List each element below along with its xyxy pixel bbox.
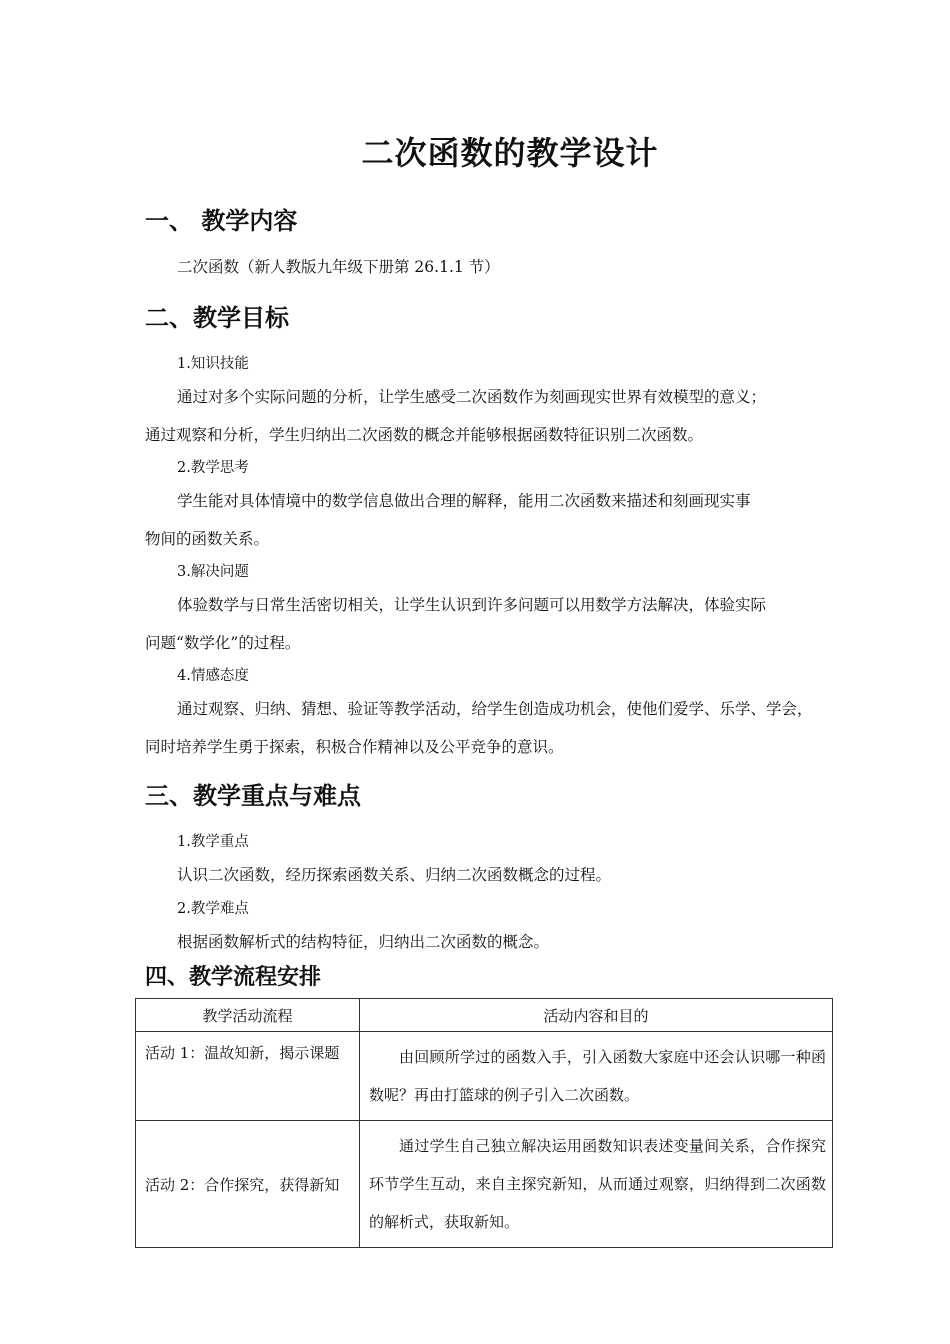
activity-cell: 活动 2：合作探究，获得新知 <box>136 1121 360 1248</box>
key-point-label: 2.教学难点 <box>177 901 249 917</box>
objective-label: 1.知识技能 <box>177 356 249 372</box>
activity-cell: 活动 1：温故知新，揭示课题 <box>136 1032 360 1121</box>
objective-text: 问题“数学化”的过程。 <box>145 634 301 652</box>
section-heading-objectives: 二、教学目标 <box>145 304 289 332</box>
section-heading-content: 一、 教学内容 <box>145 207 298 235</box>
section-content-body: 二次函数（新人教版九年级下册第 26.1.1 节） <box>177 258 500 276</box>
objective-label: 2.教学思考 <box>177 460 249 476</box>
table-row <box>136 1032 833 1121</box>
objective-text: 同时培养学生勇于探索，积极合作精神以及公平竞争的意识。 <box>145 738 564 756</box>
content-cell: 通过学生自己独立解决运用函数知识表述变量间关系，合作探究环节学生互动，来自主探究新知，从而通过观察，归纳得到二次函数的解析式，获取新知。 <box>360 1121 833 1248</box>
objective-text: 通过对多个实际问题的分析，让学生感受二次函数作为刻画现实世界有效模型的意义； <box>177 388 767 406</box>
key-point-label: 1.教学重点 <box>177 834 249 850</box>
table-header-cell: 教学活动流程 <box>136 999 360 1032</box>
objective-label: 3.解决问题 <box>177 564 249 580</box>
table-row <box>136 1121 833 1248</box>
key-point-text: 根据函数解析式的结构特征，归纳出二次函数的概念。 <box>177 933 550 951</box>
objective-label: 4.情感态度 <box>177 668 249 684</box>
section-heading-key-points: 三、教学重点与难点 <box>145 782 361 810</box>
section-heading-flow: 四、教学流程安排 <box>145 965 322 990</box>
objective-text: 物间的函数关系。 <box>145 530 270 548</box>
table-header-cell: 活动内容和目的 <box>360 999 833 1032</box>
flow-table <box>135 998 833 1248</box>
objective-text: 通过观察和分析，学生归纳出二次函数的概念并能够根据函数特征识别二次函数。 <box>145 426 704 444</box>
content-cell: 由回顾所学过的函数入手，引入函数大家庭中还会认识哪一种函数呢？再由打篮球的例子引入二次函数。 <box>360 1032 833 1121</box>
objective-text: 通过观察、归纳、猜想、验证等教学活动，给学生创造成功机会，使他们爱学、乐学、学会， <box>177 700 813 718</box>
key-point-text: 认识二次函数，经历探索函数关系、归纳二次函数概念的过程。 <box>177 866 612 884</box>
document-title: 二次函数的教学设计 <box>361 134 659 172</box>
objective-text: 学生能对具体情境中的数学信息做出合理的解释，能用二次函数来描述和刻画现实事 <box>177 492 751 510</box>
table-header-row <box>136 999 833 1032</box>
objective-text: 体验数学与日常生活密切相关，让学生认识到许多问题可以用数学方法解决，体验实际 <box>177 596 767 614</box>
